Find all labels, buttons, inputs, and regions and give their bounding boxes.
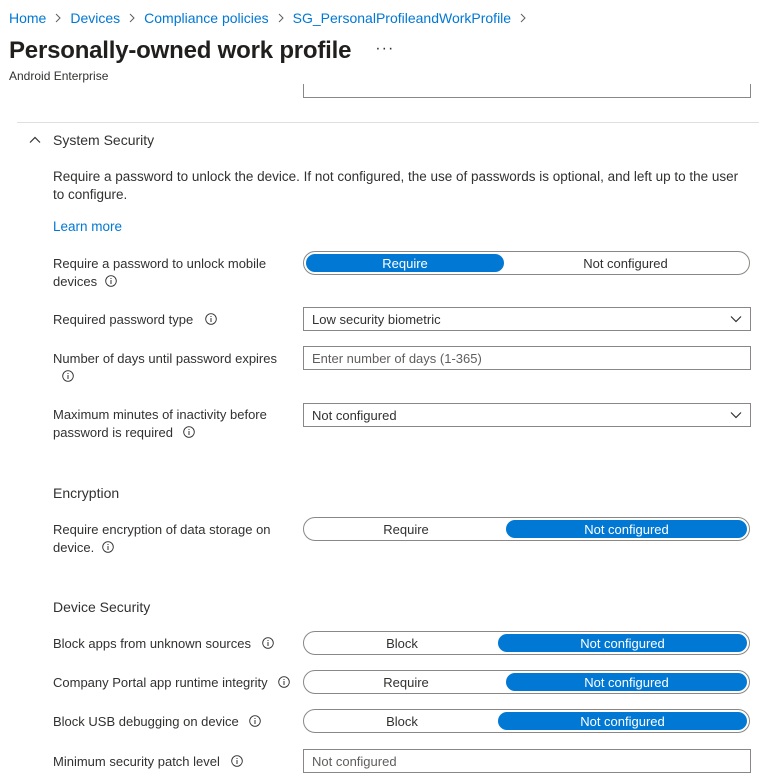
encryption-label: [53, 521, 293, 556]
unknown-sources-toggle[interactable]: [303, 631, 750, 655]
patch-level-input[interactable]: [303, 749, 751, 773]
password-expiry-placeholder: Enter number of days (1-365): [312, 350, 482, 366]
require-password-label-text: Require a password to unlock mobile devices: [53, 256, 267, 289]
inactivity-value: Not configured: [312, 407, 397, 423]
encryption-label-text: Require encryption of data storage on device.: [53, 522, 271, 555]
info-icon[interactable]: [62, 370, 74, 382]
toggle-option-not-configured[interactable]: Not configured: [583, 255, 668, 271]
usb-debugging-label: [53, 713, 293, 731]
toggle-option-not-configured[interactable]: Not configured: [498, 712, 747, 730]
password-type-value: Low security biometric: [312, 311, 441, 327]
patch-level-label-text: Minimum security patch level: [53, 754, 220, 769]
require-password-label: [53, 255, 293, 290]
toggle-option-require[interactable]: Require: [383, 674, 429, 690]
chevron-down-icon: [730, 314, 742, 324]
page-title: Personally-owned work profile: [9, 37, 352, 64]
info-icon[interactable]: [278, 676, 290, 688]
password-type-dropdown[interactable]: [303, 307, 751, 331]
more-options-button[interactable]: ···: [375, 40, 395, 57]
breadcrumb-devices[interactable]: Devices: [70, 10, 121, 26]
system-security-section-toggle[interactable]: [29, 132, 154, 148]
section-title: System Security: [53, 132, 155, 148]
chevron-right-icon: [54, 13, 62, 23]
usb-debugging-label-text: Block USB debugging on device: [53, 714, 239, 729]
usb-debugging-toggle[interactable]: [303, 709, 750, 733]
patch-level-label: [53, 753, 293, 771]
unknown-sources-label: [53, 635, 293, 653]
patch-level-value: Not configured: [312, 753, 397, 769]
inactivity-label: [53, 406, 293, 441]
info-icon[interactable]: [105, 275, 117, 287]
learn-more-link[interactable]: Learn more: [53, 219, 123, 234]
toggle-option-block[interactable]: Block: [386, 713, 418, 729]
password-expiry-input[interactable]: [303, 346, 751, 370]
breadcrumb: [9, 10, 535, 26]
breadcrumb-policy[interactable]: SG_PersonalProfileandWorkProfile: [292, 10, 512, 26]
device-security-heading: Device Security: [53, 599, 151, 615]
page-subtitle: Android Enterprise: [9, 69, 109, 83]
toggle-option-not-configured[interactable]: Not configured: [506, 520, 747, 538]
previous-field-input[interactable]: [303, 84, 751, 98]
inactivity-label-text: Maximum minutes of inactivity before password is required: [53, 407, 267, 440]
toggle-option-require[interactable]: Require: [306, 254, 504, 272]
chevron-right-icon: [128, 13, 136, 23]
encryption-toggle[interactable]: [303, 517, 750, 541]
inactivity-dropdown[interactable]: [303, 403, 751, 427]
runtime-integrity-label: [53, 674, 293, 692]
info-icon[interactable]: [205, 313, 217, 325]
chevron-up-icon: [29, 134, 41, 146]
info-icon[interactable]: [102, 541, 114, 553]
section-divider: [17, 122, 759, 123]
password-expiry-label-text: Number of days until password expires: [53, 351, 277, 366]
info-icon[interactable]: [231, 755, 243, 767]
runtime-integrity-toggle[interactable]: [303, 670, 750, 694]
toggle-option-not-configured[interactable]: Not configured: [506, 673, 747, 691]
info-icon[interactable]: [183, 426, 195, 438]
password-type-label: [53, 311, 293, 329]
section-description: Require a password to unlock the device. If not configured, the use of passwords is optional, and left up to the user to configure.: [53, 169, 739, 202]
chevron-right-icon: [277, 13, 285, 23]
info-icon[interactable]: [262, 637, 274, 649]
unknown-sources-label-text: Block apps from unknown sources: [53, 636, 251, 651]
password-expiry-label: [53, 350, 293, 385]
breadcrumb-compliance-policies[interactable]: Compliance policies: [144, 10, 269, 26]
toggle-option-require[interactable]: Require: [383, 521, 429, 537]
require-password-toggle[interactable]: [303, 251, 750, 275]
runtime-integrity-label-text: Company Portal app runtime integrity: [53, 675, 268, 690]
info-icon[interactable]: [249, 715, 261, 727]
chevron-down-icon: [730, 410, 742, 420]
password-type-label-text: Required password type: [53, 312, 194, 327]
toggle-option-not-configured[interactable]: Not configured: [498, 634, 747, 652]
encryption-heading: Encryption: [53, 485, 120, 501]
toggle-option-block[interactable]: Block: [386, 635, 418, 651]
chevron-right-icon: [519, 13, 527, 23]
title-row: [9, 37, 394, 65]
breadcrumb-home[interactable]: Home: [9, 10, 47, 26]
